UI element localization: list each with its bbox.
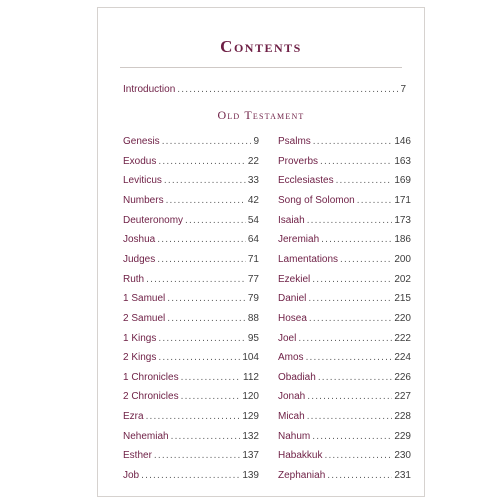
- toc-entry-label: Nehemiah: [123, 430, 169, 442]
- toc-entry[interactable]: [278, 195, 411, 207]
- toc-entry-label: Jeremiah: [278, 234, 320, 246]
- dot-leader: [146, 411, 241, 423]
- dot-leader: [321, 234, 392, 246]
- dot-leader: [181, 372, 241, 384]
- toc-entry-label: Micah: [278, 411, 305, 423]
- book-page: [97, 7, 425, 497]
- toc-entry-page: 64: [247, 234, 259, 246]
- toc-entry-page: 22: [247, 155, 259, 167]
- dot-leader: [181, 391, 241, 403]
- toc-entry-label: Genesis: [123, 136, 160, 147]
- dot-leader: [171, 431, 241, 443]
- page-title: Contents: [220, 37, 302, 56]
- toc-entry[interactable]: [278, 470, 411, 482]
- toc-entry-page: 227: [394, 391, 411, 403]
- toc-entry[interactable]: [123, 352, 259, 364]
- toc-entry-label: Joel: [278, 332, 297, 344]
- toc-entry-label: Proverbs: [278, 155, 319, 167]
- toc-entry-page: 95: [247, 332, 259, 344]
- toc-entry-label: Daniel: [278, 293, 307, 305]
- toc-entry-label: Introduction: [123, 84, 176, 95]
- dot-leader: [177, 84, 398, 96]
- toc-entry-page: 71: [247, 253, 259, 265]
- dot-leader: [320, 156, 392, 168]
- toc-entry[interactable]: [123, 136, 259, 148]
- dot-leader: [157, 234, 246, 246]
- toc-entry[interactable]: [278, 293, 411, 305]
- toc-entry-page: 186: [394, 234, 411, 246]
- toc-entry-page: 9: [253, 136, 259, 147]
- toc-entry-page: 132: [242, 430, 259, 442]
- dot-leader: [166, 195, 246, 207]
- toc-entry[interactable]: [123, 372, 259, 384]
- toc-entry-page: 224: [394, 352, 411, 364]
- toc-entry-label: Lamentations: [278, 253, 339, 265]
- toc-entry[interactable]: [123, 215, 259, 227]
- toc-entry[interactable]: [123, 175, 259, 187]
- dot-leader: [164, 175, 246, 187]
- toc-entry-label: 2 Kings: [123, 352, 157, 364]
- toc-entry[interactable]: [278, 254, 411, 266]
- toc-entry[interactable]: [278, 333, 411, 345]
- dot-leader: [162, 136, 252, 148]
- toc-entry-label: Joshua: [123, 234, 156, 246]
- toc-entry-label: Ecclesiastes: [278, 175, 334, 187]
- toc-entry[interactable]: [278, 175, 411, 187]
- toc-entry[interactable]: [278, 136, 411, 148]
- toc-entry-page: 226: [394, 371, 411, 383]
- toc-entry-page: 202: [394, 273, 411, 285]
- dot-leader: [306, 352, 393, 364]
- toc-entry[interactable]: [123, 450, 259, 462]
- toc-entry-label: Psalms: [278, 136, 311, 147]
- toc-entry-page: 129: [242, 411, 259, 423]
- section-heading: Old Testament: [217, 108, 305, 122]
- toc-entry[interactable]: [123, 254, 259, 266]
- toc-entry-page: 88: [247, 312, 259, 324]
- toc-entry-label: Amos: [278, 352, 304, 364]
- dot-leader: [327, 470, 392, 482]
- toc-entry-label: Song of Solomon: [278, 194, 355, 206]
- dot-leader: [146, 274, 246, 286]
- toc-entry-page: 33: [247, 175, 259, 187]
- toc-entry-page: 104: [242, 352, 259, 364]
- dot-leader: [309, 313, 392, 325]
- dot-leader: [313, 136, 393, 148]
- toc-entry[interactable]: [278, 313, 411, 325]
- toc-entry-label: Esther: [123, 450, 152, 462]
- toc-entry-label: 2 Samuel: [123, 312, 166, 324]
- toc-entry-label: Job: [123, 470, 140, 482]
- toc-entry-page: 139: [242, 470, 259, 482]
- toc-entry-label: Obadiah: [278, 371, 316, 383]
- toc-entry[interactable]: [278, 156, 411, 168]
- toc-entry-label: Judges: [123, 253, 156, 265]
- toc-entry[interactable]: [123, 431, 259, 443]
- toc-entry-label: Ruth: [123, 273, 145, 285]
- dot-leader: [357, 195, 393, 207]
- toc-entry[interactable]: [278, 431, 411, 443]
- dot-leader: [312, 431, 392, 443]
- dot-leader: [141, 470, 240, 482]
- toc-entry-label: Jonah: [278, 391, 306, 403]
- toc-entry[interactable]: [278, 215, 411, 227]
- toc-entry-page: 77: [247, 273, 259, 285]
- dot-leader: [154, 450, 240, 462]
- dot-leader: [336, 175, 393, 187]
- toc-entry-page: 231: [394, 470, 411, 482]
- toc-entry-page: 137: [242, 450, 259, 462]
- toc-entry-page: 112: [243, 371, 259, 383]
- toc-entry-label: Exodus: [123, 155, 157, 167]
- toc-entry-page: 228: [394, 411, 411, 423]
- toc-entry-page: 79: [247, 293, 259, 305]
- toc-entry-label: Deuteronomy: [123, 214, 184, 226]
- toc-entry[interactable]: [278, 391, 411, 403]
- toc-entry[interactable]: [278, 274, 411, 286]
- dot-leader: [298, 333, 392, 345]
- toc-entry-label: 2 Chronicles: [123, 391, 179, 403]
- toc-entry-label: Habakkuk: [278, 450, 323, 462]
- toc-entry[interactable]: [123, 195, 259, 207]
- dot-leader: [324, 450, 392, 462]
- toc-entry-page: 169: [394, 175, 411, 187]
- dot-leader: [158, 352, 240, 364]
- toc-entry[interactable]: [278, 234, 411, 246]
- toc-entry-label: Hosea: [278, 312, 307, 324]
- toc-entry[interactable]: [123, 470, 259, 482]
- toc-entry-page: 230: [394, 450, 411, 462]
- toc-entry-label: 1 Kings: [123, 332, 157, 344]
- toc-entry[interactable]: [278, 372, 411, 384]
- toc-entry[interactable]: [278, 411, 411, 423]
- dot-leader: [318, 372, 393, 384]
- title-divider: [120, 67, 402, 68]
- toc-entry-label: Ezekiel: [278, 273, 311, 285]
- dot-leader: [307, 215, 393, 227]
- dot-leader: [157, 254, 246, 266]
- dot-leader: [307, 391, 392, 403]
- toc-entry-page: 173: [394, 214, 411, 226]
- toc-entry[interactable]: [123, 234, 259, 246]
- dot-leader: [340, 254, 392, 266]
- toc-entry-page: 163: [394, 155, 411, 167]
- dot-leader: [158, 333, 246, 345]
- toc-entry-page: 120: [242, 391, 259, 403]
- toc-entry-page: 7: [400, 84, 406, 95]
- toc-entry-label: 1 Samuel: [123, 293, 166, 305]
- dot-leader: [185, 215, 246, 227]
- toc-entry[interactable]: [278, 352, 411, 364]
- toc-entry-page: 220: [394, 312, 411, 324]
- dot-leader: [158, 156, 246, 168]
- toc-entry-introduction[interactable]: [123, 84, 406, 96]
- toc-entry-label: Nahum: [278, 430, 311, 442]
- toc-entry-label: Leviticus: [123, 175, 162, 187]
- dot-leader: [307, 411, 393, 423]
- toc-entry-label: Numbers: [123, 194, 164, 206]
- toc-entry-page: 146: [394, 136, 411, 147]
- toc-entry-page: 42: [247, 194, 259, 206]
- toc-entry-label: Isaiah: [278, 214, 305, 226]
- toc-entry-page: 222: [394, 332, 411, 344]
- toc-entry[interactable]: [123, 293, 259, 305]
- toc-entry[interactable]: [123, 156, 259, 168]
- toc-entry-page: 229: [394, 430, 411, 442]
- toc-entry[interactable]: [123, 391, 259, 403]
- toc-entry-label: 1 Chronicles: [123, 371, 179, 383]
- dot-leader: [167, 313, 246, 325]
- toc-entry[interactable]: [278, 450, 411, 462]
- toc-entry-page: 54: [247, 214, 259, 226]
- toc-entry-page: 171: [394, 194, 411, 206]
- toc-entry-page: 200: [394, 253, 411, 265]
- toc-entry[interactable]: [123, 333, 259, 345]
- toc-entry-label: Ezra: [123, 411, 144, 423]
- toc-entry-label: Zephaniah: [278, 470, 326, 482]
- dot-leader: [167, 293, 246, 305]
- toc-entry-page: 215: [394, 293, 411, 305]
- dot-leader: [308, 293, 392, 305]
- toc-entry[interactable]: [123, 274, 259, 286]
- toc-entry[interactable]: [123, 411, 259, 423]
- toc-entry[interactable]: [123, 313, 259, 325]
- dot-leader: [312, 274, 392, 286]
